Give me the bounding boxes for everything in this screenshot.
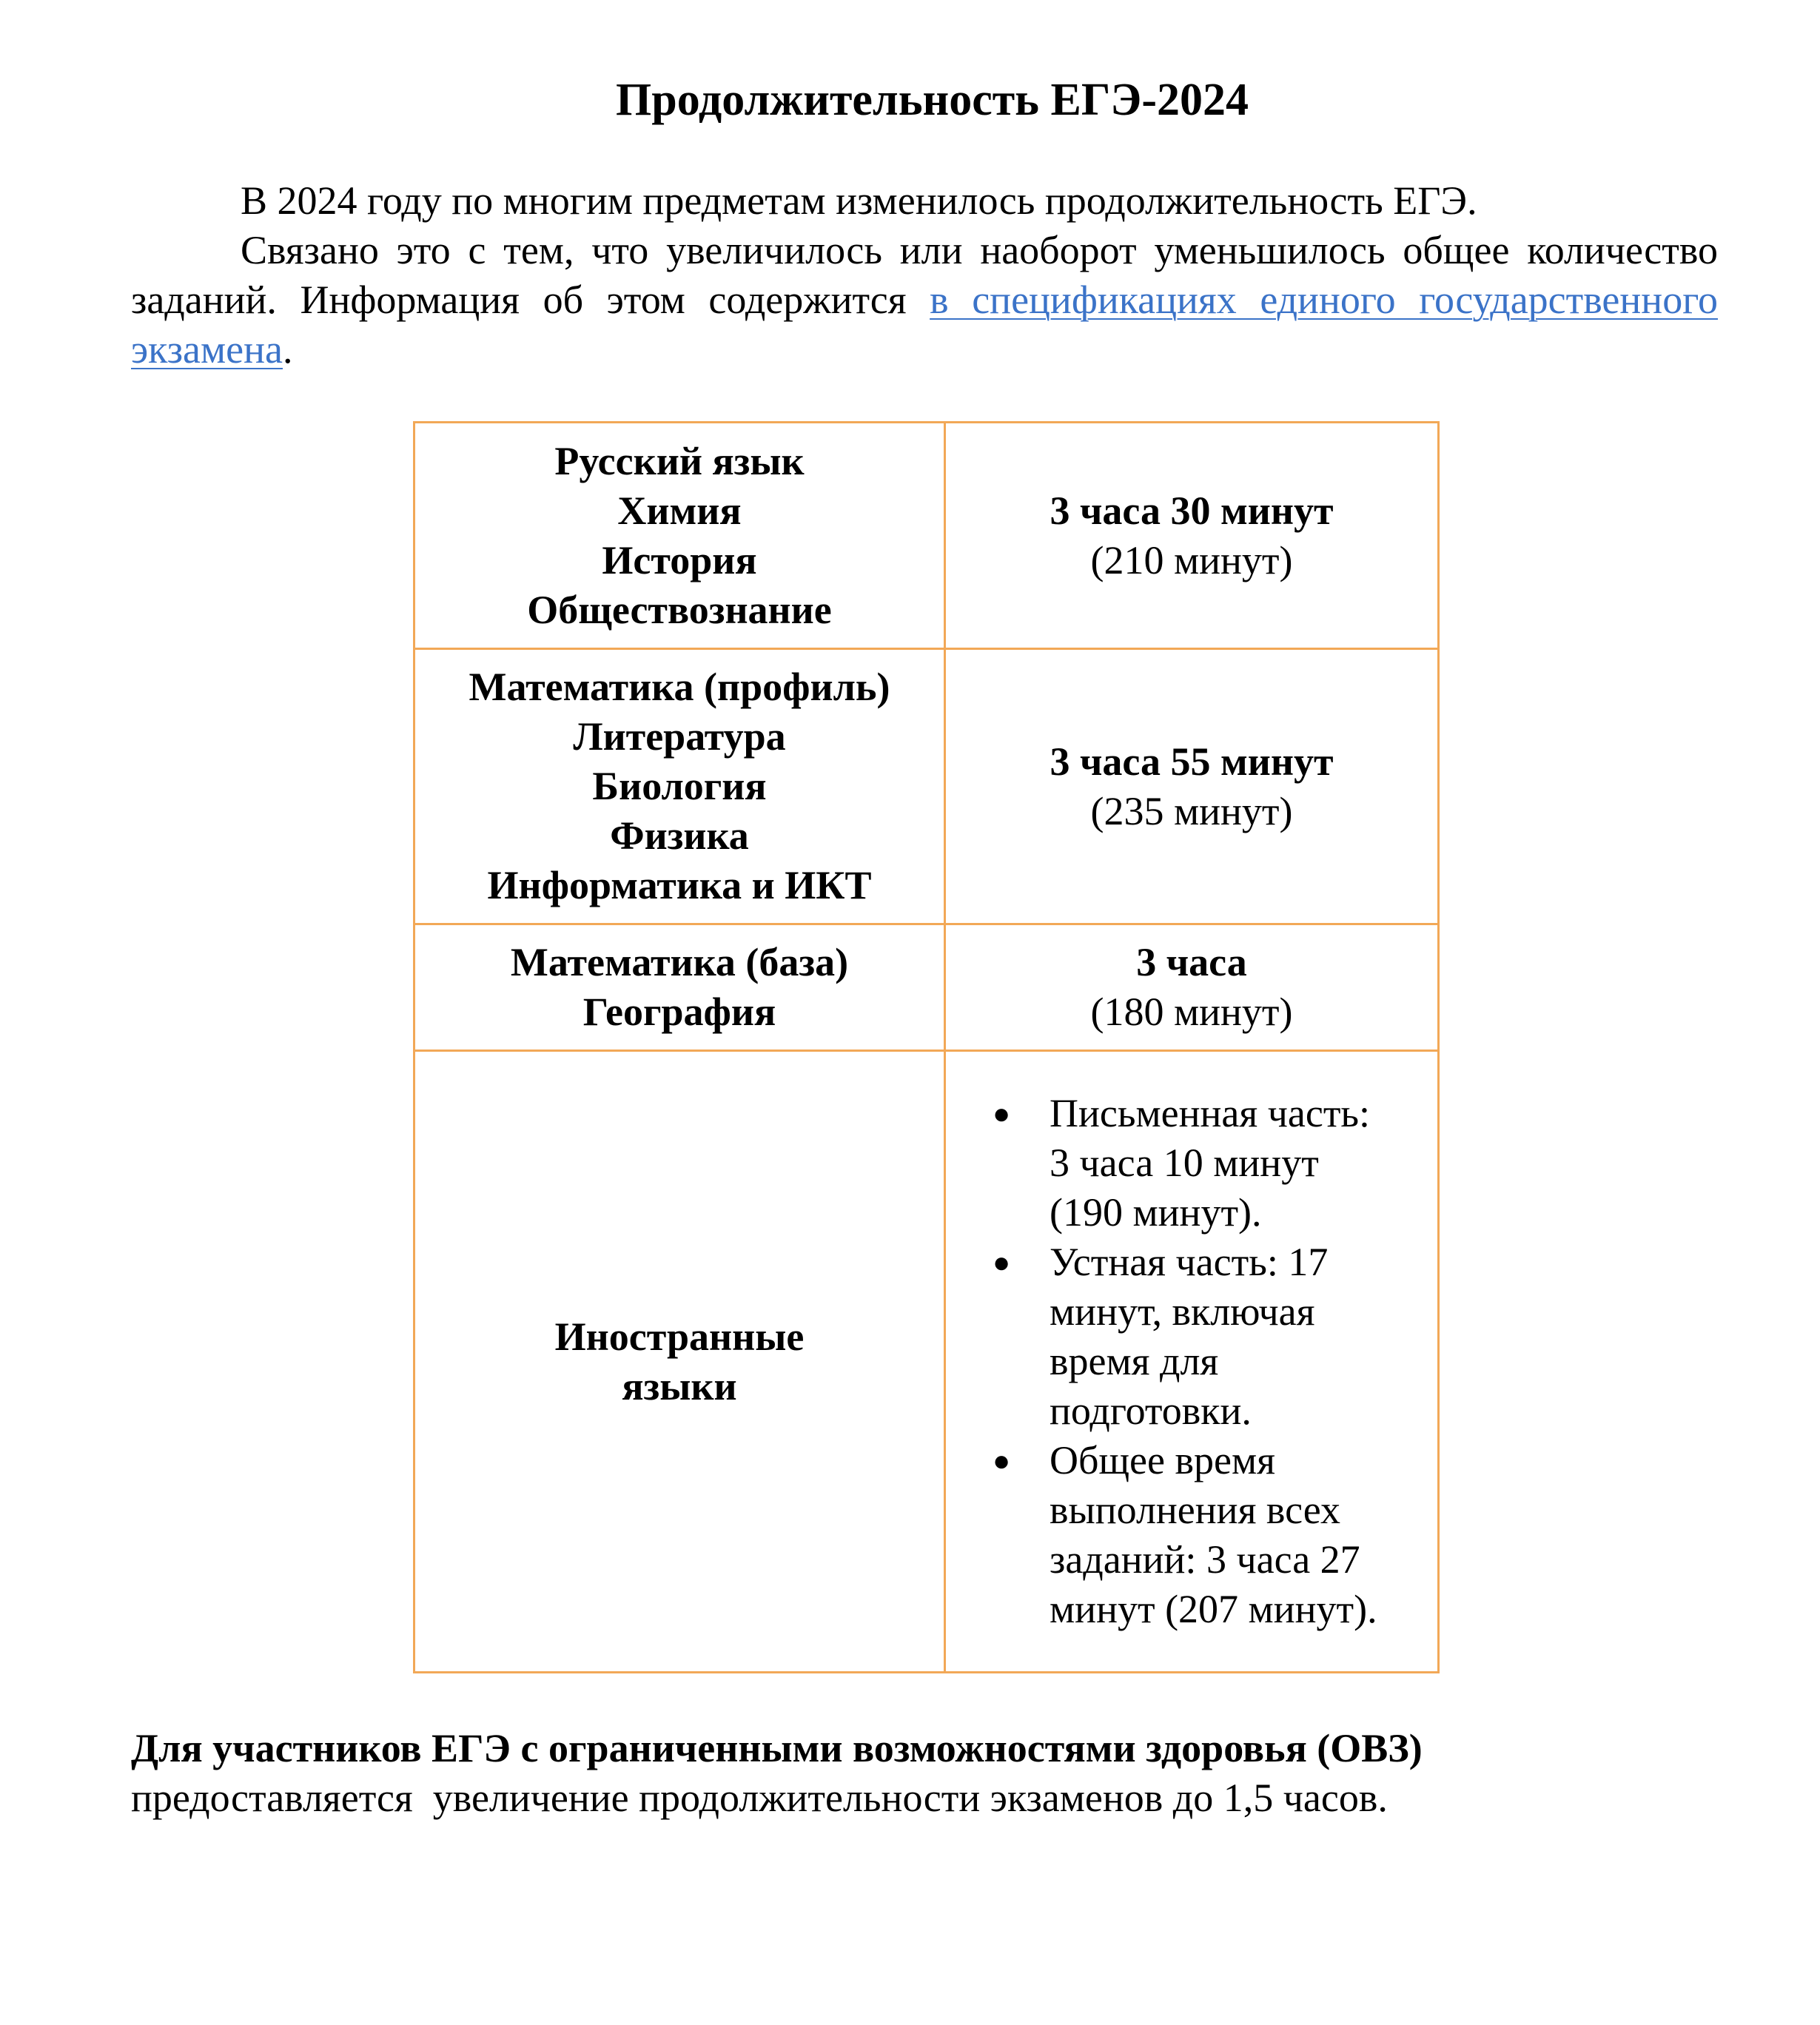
exam-duration-table: [413, 421, 1440, 1673]
bullet-icon: ●: [993, 1444, 1011, 1477]
subject-name: История: [602, 537, 757, 582]
subject-name: Обществознание: [527, 587, 832, 632]
subject-name: Физика: [610, 813, 749, 858]
exam-parts-list: [953, 1089, 1430, 1634]
bullet-icon: ●: [993, 1246, 1011, 1279]
duration-cell: [945, 649, 1439, 924]
intro-paragraph-2-end: .: [283, 327, 293, 372]
bullet-icon: ●: [993, 1097, 1011, 1130]
list-item-line: время для: [1050, 1339, 1219, 1383]
list-item-line: (190 минут).: [1050, 1190, 1262, 1235]
duration-cell: [945, 1051, 1439, 1673]
duration-hours: 3 часа 30 минут: [1050, 488, 1334, 533]
page-title: Продолжительность ЕГЭ-2024: [616, 75, 1249, 125]
duration-hours: 3 часа 55 минут: [1050, 739, 1334, 784]
subjects-cell: [414, 1051, 945, 1673]
ovz-note-heading: Для участников ЕГЭ с ограниченными возможностями здоровья (ОВЗ): [131, 1726, 1423, 1770]
list-item-line: заданий: 3 часа 27: [1050, 1537, 1360, 1582]
list-item-line: 3 часа 10 минут: [1050, 1141, 1319, 1185]
subject-name: География: [582, 990, 776, 1034]
list-item-line: Общее время: [1050, 1438, 1275, 1482]
list-item: [993, 1089, 1430, 1238]
subject-name: Информатика и ИКТ: [487, 863, 872, 907]
list-item: [993, 1238, 1430, 1436]
subject-name: Русский язык: [554, 438, 805, 483]
duration-minutes: (210 минут): [1090, 537, 1293, 582]
duration-hours: 3 часа: [1136, 940, 1247, 984]
list-item-line: выполнения всех: [1050, 1488, 1340, 1532]
intro-paragraph-2-text: Связано это с тем, что увеличилось или наоборот уменьшилось общее количество заданий. Информация об этом содержится: [131, 228, 1718, 322]
list-item-line: Письменная часть:: [1050, 1091, 1371, 1135]
list-item-line: минут, включая: [1050, 1289, 1315, 1334]
ovz-note: [131, 1724, 1759, 1823]
specifications-link[interactable]: в спецификациях единого государственного экзамена: [131, 278, 1718, 372]
table-row: [414, 423, 1439, 649]
subject-name: Иностранные: [554, 1314, 805, 1359]
table-row: [414, 1051, 1439, 1673]
subject-name: Литература: [573, 714, 786, 759]
table-row: [414, 924, 1439, 1051]
subject-name: Математика (база): [510, 940, 849, 984]
subject-name: языки: [622, 1363, 737, 1408]
subjects-cell: [414, 649, 945, 924]
subject-name: Биология: [592, 764, 767, 808]
ovz-note-text: предоставляется увеличение продолжительности экзаменов до 1,5 часов.: [131, 1776, 1388, 1820]
duration-cell: [945, 924, 1439, 1051]
subjects-cell: [414, 924, 945, 1051]
intro-paragraph-2: [131, 226, 1718, 375]
duration-cell: [945, 423, 1439, 649]
intro-block: [131, 176, 1718, 375]
duration-minutes: (180 минут): [1090, 990, 1293, 1034]
intro-paragraph-1: В 2024 году по многим предметам изменилось продолжительность ЕГЭ.: [241, 178, 1477, 223]
subjects-cell: [414, 423, 945, 649]
list-item-line: подготовки.: [1050, 1388, 1252, 1433]
subject-name: Химия: [617, 488, 742, 533]
list-item-line: минут (207 минут).: [1050, 1587, 1377, 1631]
duration-minutes: (235 минут): [1090, 788, 1293, 833]
list-item-line: Устная часть: 17: [1050, 1240, 1329, 1284]
list-item: [993, 1436, 1430, 1634]
subject-name: Математика (профиль): [469, 665, 890, 709]
table-row: [414, 649, 1439, 924]
